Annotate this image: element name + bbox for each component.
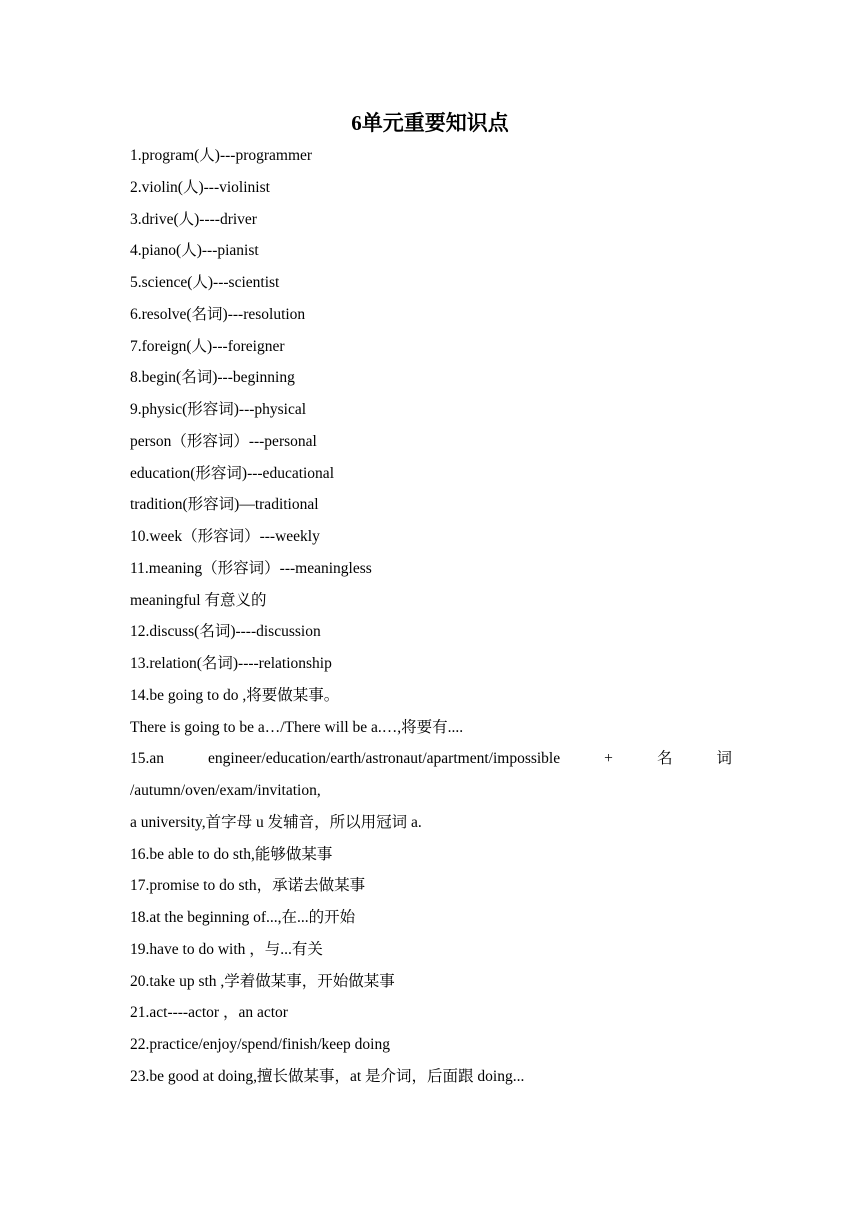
text-line: 14.be going to do ,将要做某事。 xyxy=(130,686,340,704)
line-15-plus: + xyxy=(604,750,613,768)
text-line: 12.discuss(名词)----discussion xyxy=(130,623,321,641)
text-line: 23.be good at doing,擅长做某事，at 是介词，后面跟 doing... xyxy=(130,1067,525,1085)
text-line: 19.have to do with ，与...有关 xyxy=(130,940,323,958)
line-15-noun-char-1: 名 xyxy=(656,750,673,768)
text-line: 16.be able to do sth,能够做某事 xyxy=(130,845,333,863)
text-line: 18.at the beginning of...,在...的开始 xyxy=(130,909,356,926)
document-title: 6单元重要知识点 xyxy=(351,111,509,135)
text-line: 6.resolve(名词)---resolution xyxy=(130,305,306,323)
text-line: person（形容词）---personal xyxy=(130,432,317,450)
line-15-noun-char-2: 词 xyxy=(716,750,732,768)
text-line: 3.drive(人)----driver xyxy=(130,210,257,228)
text-line: 13.relation(名词)----relationship xyxy=(130,655,332,672)
text-line: 20.take up sth ,学着做某事，开始做某事 xyxy=(130,972,395,990)
text-line: 21.act----actor ，an actor xyxy=(130,1004,288,1022)
text-line: 2.violin(人)---violinist xyxy=(130,178,270,196)
text-line: 4.piano(人)---pianist xyxy=(130,242,259,260)
text-line: 17.promise to do sth，承诺去做某事 xyxy=(130,877,366,895)
text-line: a university,首字母 u 发辅音，所以用冠词 a. xyxy=(130,813,422,831)
text-line: meaningful 有意义的 xyxy=(130,591,267,609)
text-line: 11.meaning（形容词）---meaningless xyxy=(130,559,372,577)
text-line: /autumn/oven/exam/invitation, xyxy=(130,782,321,799)
text-line: There is going to be a…/There will be a.…,将要有.... xyxy=(130,718,464,736)
text-line: 1.program(人)---programmer xyxy=(130,147,313,164)
text-line: 5.science(人)---scientist xyxy=(130,274,280,291)
text-line-15-justified xyxy=(130,743,732,775)
text-line: 8.begin(名词)---beginning xyxy=(130,369,295,387)
text-line: 9.physic(形容词)---physical xyxy=(130,401,307,418)
line-15-words: engineer/education/earth/astronaut/apartment/impossible xyxy=(208,750,561,768)
text-line: tradition(形容词)—traditional xyxy=(130,496,319,514)
knowledge-point-list xyxy=(130,140,732,1093)
text-line: education(形容词)---educational xyxy=(130,464,334,482)
text-line: 10.week（形容词）---weekly xyxy=(130,528,320,545)
text-line: 7.foreign(人)---foreigner xyxy=(130,337,285,355)
line-15-number: 15.an xyxy=(130,750,165,768)
text-line: 22.practice/enjoy/spend/finish/keep doing xyxy=(130,1036,390,1053)
